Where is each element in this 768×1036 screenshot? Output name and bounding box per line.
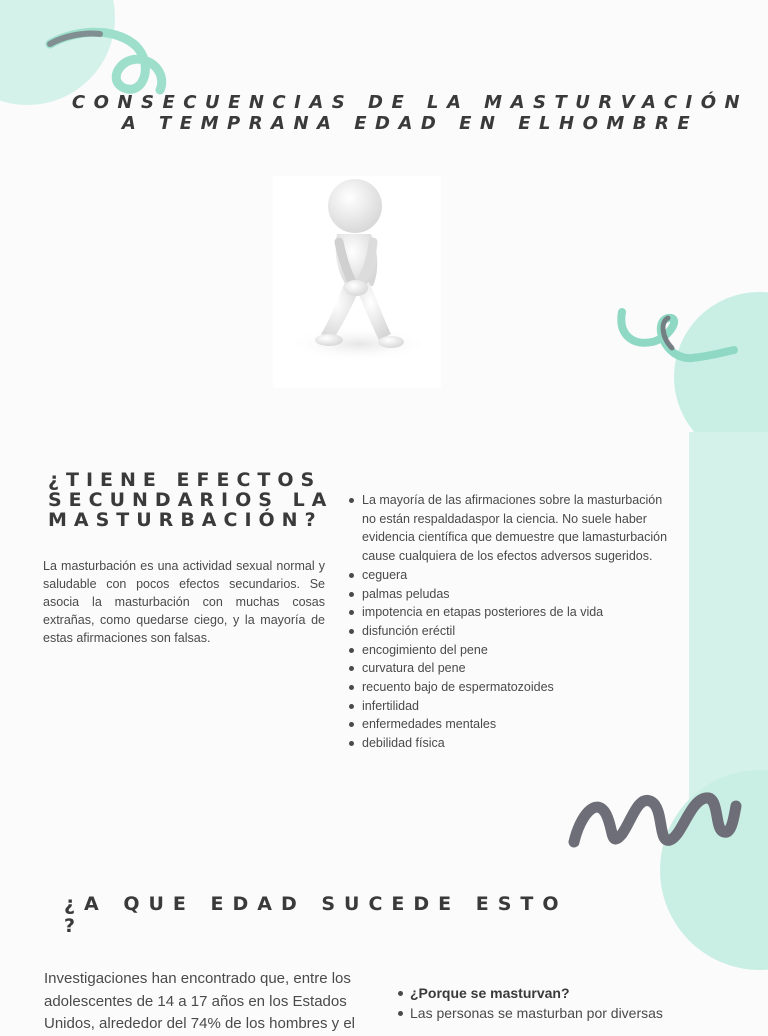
section-paragraph-side-effects: La masturbación es una actividad sexual normal y saludable con pocos efectos secundarios. Se asocia la masturbación con muchas cosas extrañas, como quedarse ciego, y la mayoría de estas afirmaciones son falsas. [43, 559, 325, 645]
page-title: CONSECUENCIAS DE LA MASTURVACIÓN A TEMPRANA EDAD EN ELHOMBRE [71, 92, 749, 134]
illustration-figure [273, 176, 441, 388]
list-item: impotencia en etapas posteriores de la vida [348, 603, 668, 622]
list-item: La mayoría de las afirmaciones sobre la masturbación no están respaldadaspor la ciencia. No suele haber evidencia científica que demuestre que lamasturbación cause cualquiera de los efectos adversos sugeridos. [348, 491, 668, 566]
list-item: Las personas se masturban por diversas [397, 1003, 697, 1023]
list-item: encogimiento del pene [348, 641, 668, 660]
list-item: recuento bajo de espermatozoides [348, 678, 668, 697]
list-item-question: ¿Porque se masturvan? [397, 983, 697, 1003]
list-item: ceguera [348, 566, 668, 585]
list-item: disfunción eréctil [348, 622, 668, 641]
squiggle-right-icon [612, 304, 742, 374]
side-effects-list [348, 491, 668, 753]
section-paragraph-age: Investigaciones han encontrado que, entre los adolescentes de 14 a 17 años en los Estados Unidos, alrededor del 74% de los hombres y el [44, 970, 356, 1032]
section-heading-age: ¿A QUE EDAD SUCEDE ESTO ? [64, 893, 568, 937]
list-item: debilidad física [348, 734, 668, 753]
white-3d-figure-icon [273, 176, 441, 388]
squiggle-wave-icon [566, 786, 744, 856]
squiggle-top-left-icon [44, 24, 174, 99]
list-item: curvatura del pene [348, 659, 668, 678]
list-item: palmas peludas [348, 585, 668, 604]
list-item: infertilidad [348, 697, 668, 716]
section-heading-side-effects: ¿TIENE EFECTOS SECUNDARIOS LA MASTURBACIÓN? [48, 469, 334, 531]
list-item: enfermedades mentales [348, 715, 668, 734]
reasons-list [397, 983, 697, 1023]
